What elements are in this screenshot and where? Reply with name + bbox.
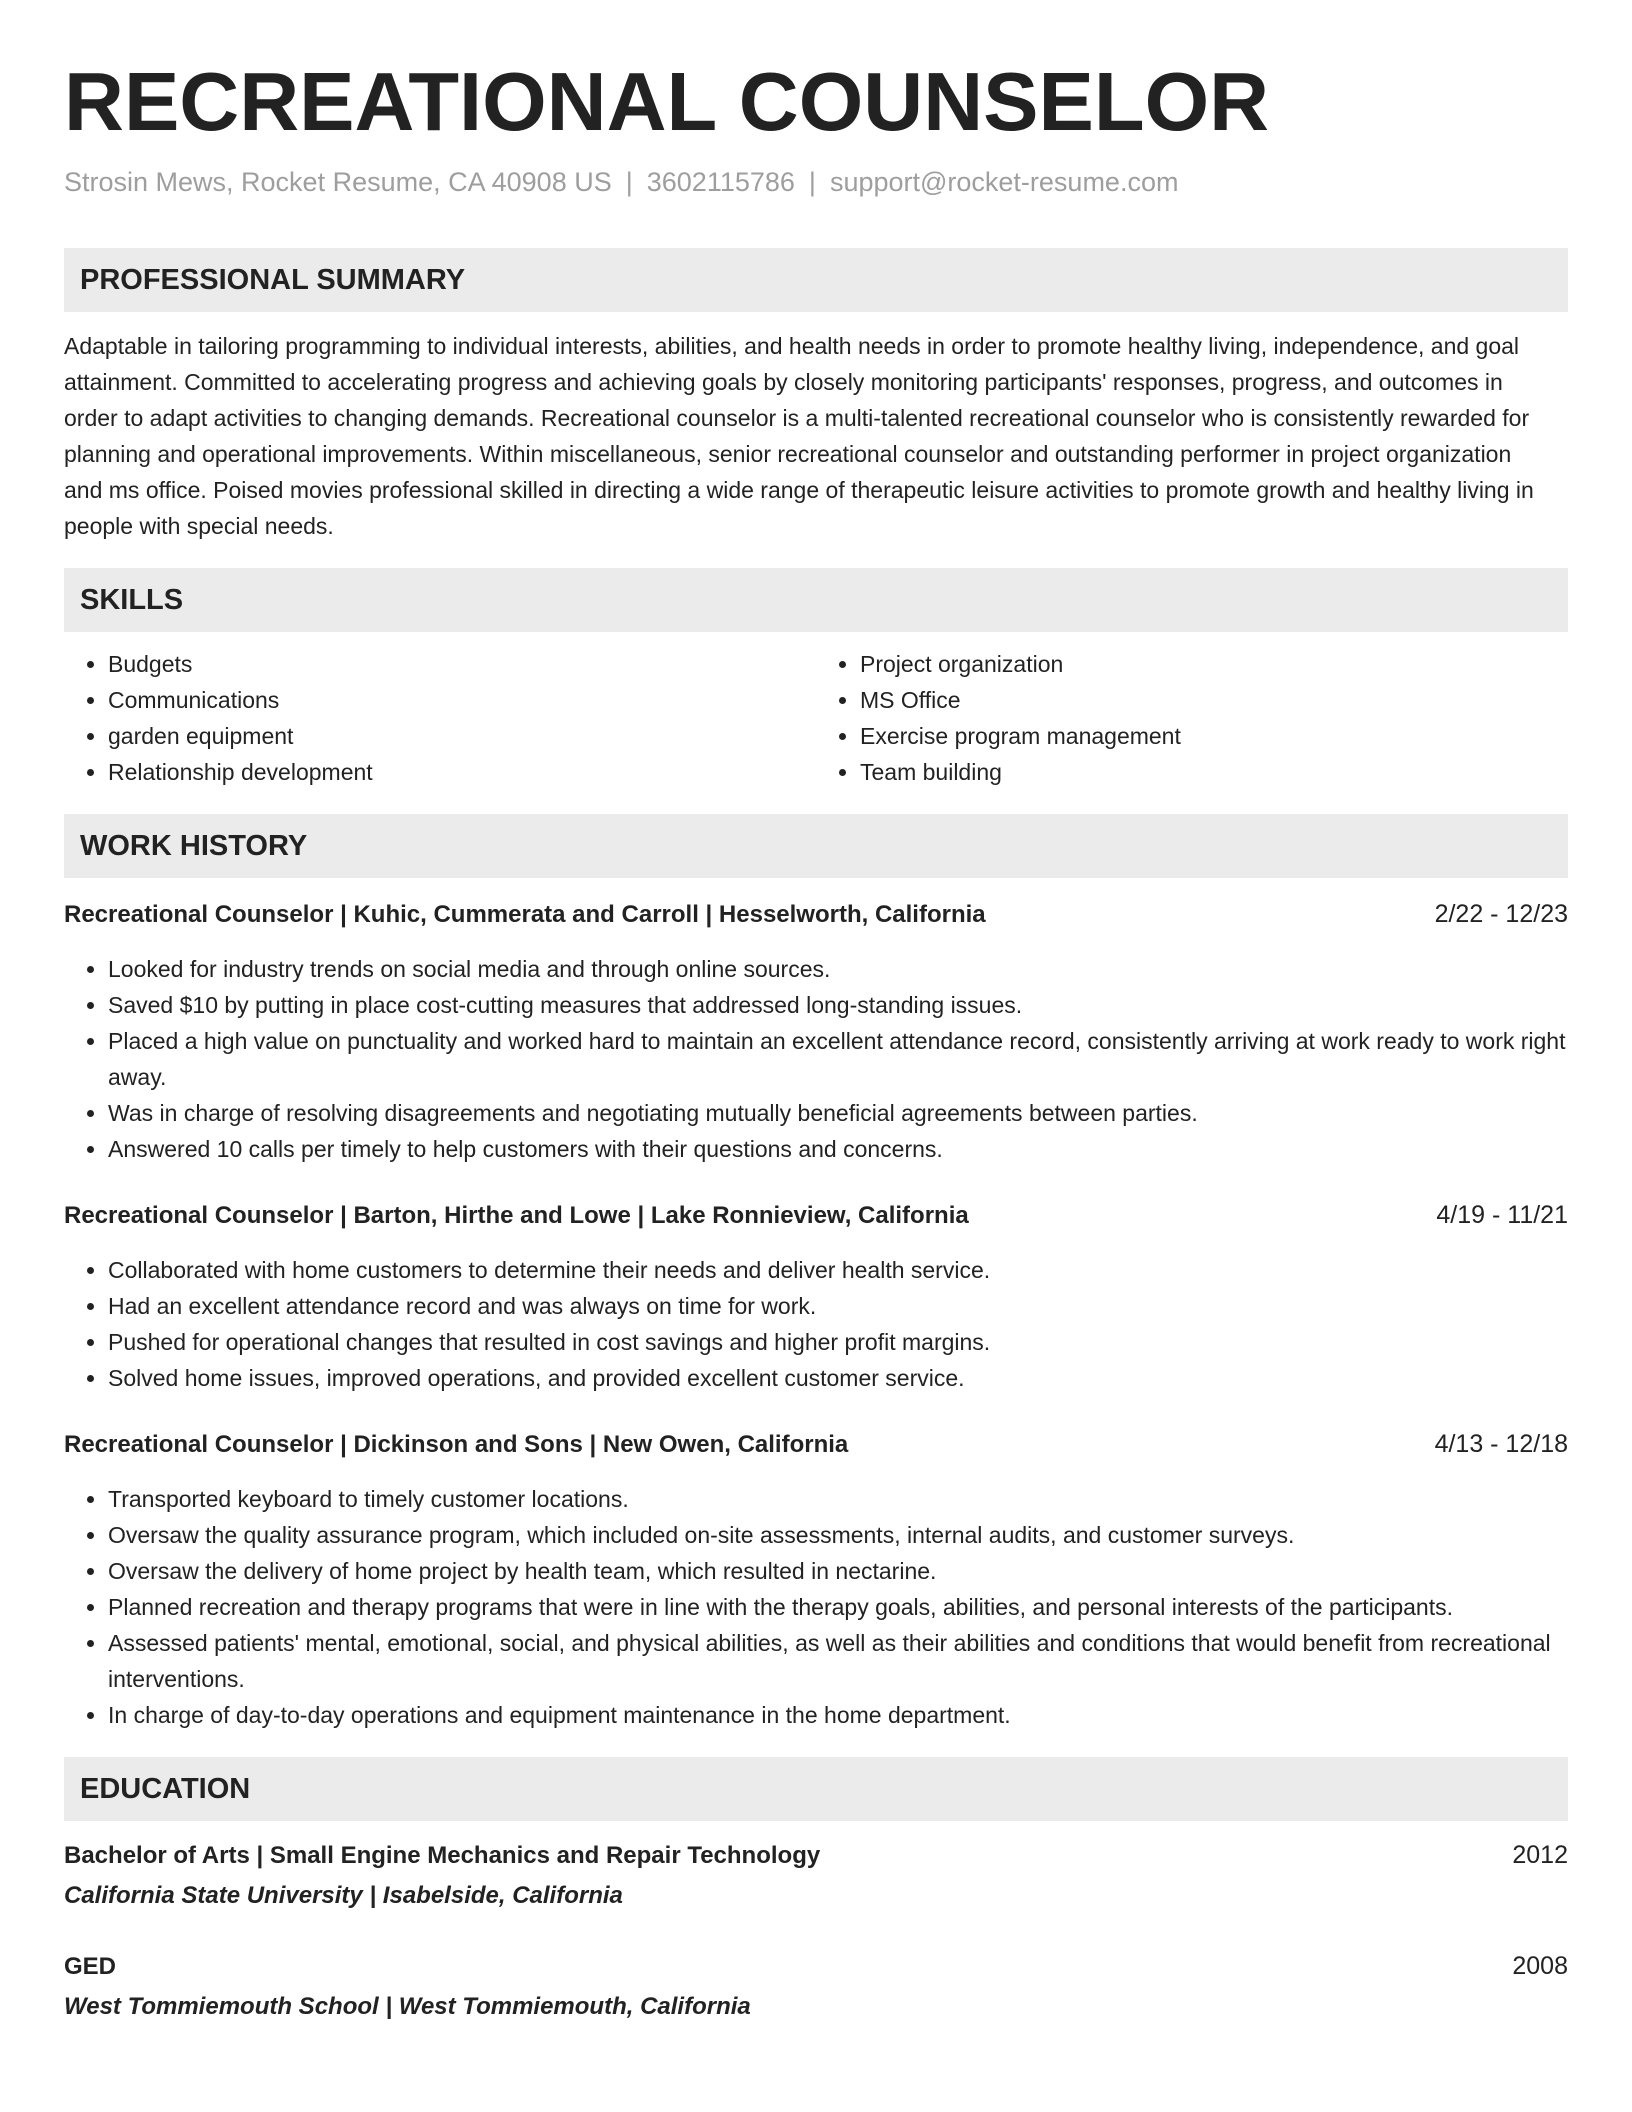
skills-column-left <box>64 646 816 790</box>
skill-item: • garden equipment <box>108 718 816 754</box>
job-bullet: • Had an excellent attendance record and was always on time for work. <box>108 1288 1568 1324</box>
summary-text: Adaptable in tailoring programming to individual interests, abilities, and health needs in order to promote healthy living, independence, and goal attainment. Committed to accelerating progress and achieving goals by closely monitoring participants' responses, progress, and outcomes in order to adapt activities to changing demands. Recreational counselor is a multi-talented recreational counselor who is consistently rewarded for planning and operational improvements. Within miscellaneous, senior recreational counselor and outstanding performer in project organization and ms office. Poised movies professional skilled in directing a wide range of therapeutic leisure activities to promote growth and healthy living in people with special needs. <box>64 333 1534 540</box>
job-bullet: • Solved home issues, improved operations, and provided excellent customer service. <box>108 1360 1568 1396</box>
job-dates: 2/22 - 12/23 <box>1434 900 1568 929</box>
job-entry <box>64 1426 1568 1733</box>
job-bullet: • Oversaw the delivery of home project by health team, which resulted in nectarine. <box>108 1553 1568 1589</box>
contact-address: Strosin Mews, Rocket Resume, CA 40908 US <box>64 167 612 198</box>
contact-email: support@rocket-resume.com <box>829 167 1179 198</box>
job-title: Recreational Counselor | Barton, Hirthe and Lowe | Lake Ronnieview, California <box>64 1202 969 1230</box>
skills-column-right <box>816 646 1568 790</box>
job-entry <box>64 1197 1568 1396</box>
job-dates: 4/19 - 11/21 <box>1436 1201 1568 1230</box>
job-bullet: • Answered 10 calls per timely to help customers with their questions and concerns. <box>108 1131 1568 1167</box>
skill-item: • Communications <box>108 682 816 718</box>
contact-separator: | <box>625 167 633 198</box>
contact-separator: | <box>808 167 816 198</box>
job-bullet: • Looked for industry trends on social media and through online sources. <box>108 951 1568 987</box>
job-bullet: • Planned recreation and therapy programs that were in line with the therapy goals, abilities, and personal interests of the participants. <box>108 1589 1568 1625</box>
job-bullet: • Pushed for operational changes that resulted in cost savings and higher profit margins. <box>108 1324 1568 1360</box>
job-title: Recreational Counselor | Dickinson and Sons | New Owen, California <box>64 1431 849 1459</box>
job-bullet: • Saved $10 by putting in place cost-cutting measures that addressed long-standing issues. <box>108 987 1568 1023</box>
job-entry <box>64 896 1568 1167</box>
summary-heading: PROFESSIONAL SUMMARY <box>64 248 1568 312</box>
job-bullet: • Was in charge of resolving disagreements and negotiating mutually beneficial agreements between parties. <box>108 1095 1568 1131</box>
skills-list <box>64 646 1568 790</box>
job-dates: 4/13 - 12/18 <box>1434 1430 1568 1459</box>
skill-item: • Exercise program management <box>860 718 1568 754</box>
job-bullet: • Transported keyboard to timely customer locations. <box>108 1481 1568 1517</box>
job-bullets <box>64 1481 1568 1733</box>
contact-line <box>64 167 1568 198</box>
education-degree: GED <box>64 1953 117 1981</box>
education-entry <box>64 1948 1568 2025</box>
skill-item: • Budgets <box>108 646 816 682</box>
job-bullet: • Assessed patients' mental, emotional, social, and physical abilities, as well as their abilities and conditions that would benefit from recreational interventions. <box>108 1625 1568 1697</box>
education-school: California State University | Isabelside, California <box>64 1882 623 1910</box>
job-bullets <box>64 951 1568 1167</box>
skill-item: • Project organization <box>860 646 1568 682</box>
resume-name: RECREATIONAL COUNSELOR <box>64 55 1270 148</box>
job-bullet: • Oversaw the quality assurance program, which included on-site assessments, internal audits, and customer surveys. <box>108 1517 1568 1553</box>
job-bullet: • Collaborated with home customers to determine their needs and deliver health service. <box>108 1252 1568 1288</box>
education-school: West Tommiemouth School | West Tommiemouth, California <box>64 1993 751 2021</box>
skills-heading: SKILLS <box>64 568 1568 632</box>
skill-item: • Relationship development <box>108 754 816 790</box>
skill-item: • Team building <box>860 754 1568 790</box>
contact-phone: 3602115786 <box>646 167 795 198</box>
job-bullet: • Placed a high value on punctuality and worked hard to maintain an excellent attendance record, consistently arriving at work ready to work right away. <box>108 1023 1568 1095</box>
work-history-heading: WORK HISTORY <box>64 814 1568 878</box>
education-degree: Bachelor of Arts | Small Engine Mechanics and Repair Technology <box>64 1842 821 1870</box>
education-year: 2008 <box>1512 1952 1568 1981</box>
job-bullet: • In charge of day-to-day operations and equipment maintenance in the home department. <box>108 1697 1568 1733</box>
education-entry <box>64 1837 1568 1914</box>
job-bullets <box>64 1252 1568 1396</box>
job-title: Recreational Counselor | Kuhic, Cummerata and Carroll | Hesselworth, California <box>64 901 986 929</box>
education-heading: EDUCATION <box>64 1757 1568 1821</box>
skill-item: • MS Office <box>860 682 1568 718</box>
education-year: 2012 <box>1512 1841 1568 1870</box>
